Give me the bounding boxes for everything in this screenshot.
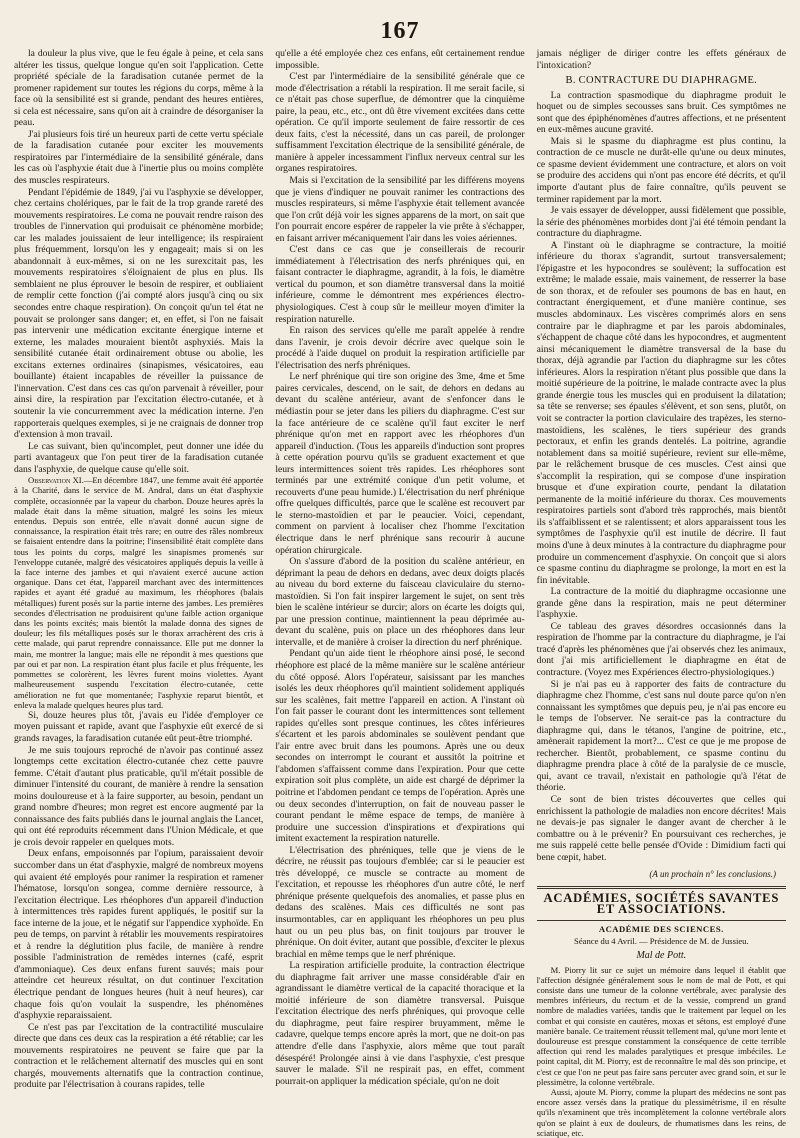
paragraph: Si je n'ai pas eu à rapporter des faits de contracture du diaphragme chez l'homme, c'est sans nul doute parce qu'on n'en connaissant les symptômes que depuis peu, je n'ai pas encore eu le temps de l'observer. Ne serait-ce pas la contracture du diaphragme qui, dans le tétanos, l'angine de poitrine, etc., amènerait rapidement la mort?... C'est ce que je me propose de rechercher. Bientôt, probablement, ce spasme continu du diaphragme prendra place à côté de la paralysie de ce muscle, qui, avant ce travail, n'existait en pathologie qu'à l'état de théorie. [536, 678, 786, 794]
page-number: 167 [380, 18, 420, 44]
continuation-note: (A un prochain n° les conclusions.) [649, 869, 776, 880]
paragraph: Si, douze heures plus tôt, j'avais eu l'idée d'employer ce moyen puissant et rapide, avant que l'asphyxie eût exercé de si grands ravages, la faradisation cutanée eût peut-être triomphé. [14, 709, 264, 744]
section-heading: B. CONTRACTURE DU DIAPHRAGME. [565, 75, 758, 87]
paragraph: C'est par l'intermédiaire de la sensibilité générale que ce mode d'électrisation a rétabli la respiration. Il me serait facile, si ce n'était pas chose superflue, de démontrer que la cinquième paire, la peau, etc., etc., ont dû être vivement excitées dans cette opération. Ce qu'il importe seulement de faire ressortir de ces deux faits, c'est la nécessité, dans un cas pareil, de prolonger suffisamment l'excitation électrique de la sensibilité générale, de manière à appeler incessamment l'influx nerveux central sur les organes respiratoires. [275, 71, 525, 175]
paragraph: jamais négliger de diriger contre les effets généraux de l'intoxication? [536, 48, 786, 71]
paragraph: Pendant qu'un aide tient le rhéophore ainsi posé, le second rhéophore est placé de la même manière sur le scalène antérieur du côté opposé. Alors l'opérateur, saisissant par les manches isolés les deux rhéophores qu'il maintient solidement appliqués sur les scalènes, fait mettre l'appareil en action. A l'instant où l'on fait passer le courant dont les intermittences sont tellement rapides qu'elles sont presque continues, les côtes inférieures s'écartent et les parois abdominales se soulèvent pendant que l'air entre avec bruit dans les poumons. Après une ou deux secondes on interrompt le courant et aussitôt la poitrine et l'abdomen s'affaissent comme dans l'expiration. Pour que cette expiration soit plus complète, un aide est chargé de déprimer la poitrine et l'abdomen pendant ce temps de l'opération. Après une ou deux secondes d'interruption, on fait de nouveau passer le courant pendant le même espace de temps, de manière à produire une succession d'inspirations et d'expirations qui imitent exactement la respiration naturelle. [275, 648, 525, 845]
paragraph: Ce sont de bien tristes découvertes que celles qui enrichissent la pathologie de maladies non encore décrites! Mais ne devais-je pas signaler le danger avant de chercher à le combattre ou à le prévenir? En poursuivant ces recherches, je me suis rappelé cette belle pensée d'Ovide : Dimidium facti qui bene cœpit, habet. [536, 794, 786, 863]
column-middle [275, 48, 524, 1096]
column-left [14, 48, 263, 1096]
paragraph: L'électrisation des phréniques, telle que je viens de le décrire, ne réussit pas toujours d'emblée; car si le peaucier est très développé, ce muscle se contracte au moment de l'excitation, et repousse les rhéophores d'un autre côté, le nerf phrénique présente quelquefois des anomalies, et passe plus en dedans des scalènes. Mais ces difficultés ne sont pas insurmontables, car en appliquant les rhéophores un peu plus haut ou un peu plus bas, on finit toujours par trouver le phrénique. On doit éviter, autant que possible, d'exciter le plexus brachial en même temps que le nerf phrénique. [275, 844, 525, 960]
section-title: ACADÉMIES, SOCIÉTÉS SAVANTES ET ASSOCIATIONS. [543, 890, 780, 917]
paragraph: Ce tableau des graves désordres occasionnés dans la respiration de l'homme par la contracture du diaphragme, je l'ai tracé d'après les phénomènes que j'ai observés chez les animaux, dont j'ai mis artificiellement le diaphragme en état de contracture. (Voyez mes Expériences électro-physiologiques.) [536, 620, 786, 678]
topic-title: Mal de Pott. [636, 950, 687, 962]
title-underline [537, 920, 786, 921]
subsection-title: ACADÉMIE DES SCIENCES. [598, 923, 724, 934]
paragraph: qu'elle a été employée chez ces enfans, eût certainement rendue impossible. [275, 48, 525, 71]
paragraph: Le nerf phrénique qui tire son origine des 3me, 4me et 5me paires cervicales, descend, on le sait, de dehors en dedans au devant du scalène antérieur, avant de s'enfoncer dans le médiastin pour se jeter dans les piliers du diaphragme. C'est sur la face antérieure de ce scalène qu'il faut exciter le nerf phrénique qu'on met en rapport avec les rhéophores d'un appareil d'induction. (Tous les appareils d'induction sont propres à cette opération pourvu qu'ils se graduent exactement et que leurs intermittences soient très rapides. Les rhéophores sont terminés par une extrémité conique d'un petit volume, et recouverts d'une peau humide.) L'électrisation du nerf phrénique offre quelques difficultés, parce que le scalène est recouvert par le sterno-mastoïdien et par le peaucier. Voici, cependant, comment on parvient à localiser chez l'homme l'excitation électrique dans le nerf phrénique sans recourir à aucune opération chirurgicale. [275, 371, 525, 556]
paragraph: C'est dans ce cas que je conseillerais de recourir immédiatement à l'électrisation des nerfs phréniques qui, en faisant contracter le diaphragme, agrandit, à la fois, le diamètre vertical du poumon, et son diamètre transversal dans la moitié inférieure, comme le démontrent mes expériences électro-physiologiques. C'est à coup sûr le meilleur moyen d'imiter la respiration naturelle. [275, 244, 525, 325]
paragraph: Mais si l'excitation de la sensibilité par les différens moyens que je viens d'indiquer ne pouvait ranimer les contractions des muscles respirateurs, si même l'asphyxie était tellement avancée que l'on crût déjà voir les signes apparens de la mort, on sait que l'on pourrait encore espérer de rappeler la vie prête à s'échapper, en faisant arriver mécaniquement l'air dans les voies aériennes. [275, 175, 525, 244]
paragraph: M. Piorry lit sur ce sujet un mémoire dans lequel il établit que l'affection désignée généralement sous le nom de mal de Pott, et qui consiste dans une tumeur de la colonne vertébrale, avec paralysie des membres inférieurs, du rectum et de la vessie, comprend un grand nombre de maladies variées, tandis que le traitement par lequel on les combat et qui consiste en cautères, moxas et sétons, est employé d'une manière banale. Ce traitement réussit tellement mal, qu'une mort lente et douloureuse est presque constamment la conséquence de cette terrible affection qui rend les malades paralytiques et presque imbéciles. Le point capital, dit M. Piorry, est de reconnaître le mal dès son principe, et c'est ce que l'on ne peut pas faire sans percuter avec grand soin, et sur le plessimètre, la colonne vertébrale. [536, 964, 786, 1087]
paragraph: Pendant l'épidémie de 1849, j'ai vu l'asphyxie se développer, chez certains cholériques, par le fait de la trop grande rareté des mouvements respiratoires. Le coma ne pouvait rendre raison des troubles de l'innervation qui produisait ce phénomène morbide; car les malades jouissaient de leur intelligence; ils respiraient plus fréquemment, lorsqu'on les y engageait; mais si on les abandonnait à eux-mêmes, si on ne les surexcitait pas, les mouvements respiratoires s'éloignaient de plus en plus. Ils semblaient ne plus éprouver le besoin de respirer, et oubliaient de remplir cette fonction (j'ai compté alors jusqu'à cinq ou six secondes entre chaque respiration). On conçoit qu'un tel état ne pouvait se prolonger sans danger; et, en effet, si l'on ne faisait pas intervenir une médication excitante énergique interne et externe, les malades mouraient bientôt asphyxiés. Mais la sensibilité cutanée était ordinairement obtuse ou abolie, les excitans externes ordinaires (sinapismes, vésicatoires, eau bouillante) étaient incapables de réveiller la puissance de l'innervation. C'est dans ces cas qu'on parvenait à réveiller, pour ainsi dire, la respiration par l'excitation électro-cutanée, et à soutenir la vie concurremment avec la médication interne. J'en rapporterais quelques exemples, si je ne craignais de donner trop d'extension à mon travail. [14, 186, 264, 441]
paragraph: la douleur la plus vive, que le feu égale à peine, et cela sans altérer les tissus, quelque longue qu'en soit l'application. Cette propriété spéciale de la faradisation cutanée permet de la promener rapidement sur toutes les régions du corps, même à la face où la sensibilité est si grande, pendant des heures entières, si cela est nécessaire, sans qu'on ait à craindre de désorganiser la peau. [14, 48, 264, 129]
session-line: Séance du 4 Avril. — Présidence de M. de Jussieu. [574, 936, 749, 947]
observation-paragraph [14, 475, 263, 710]
paragraph: La respiration artificielle produite, la contraction électrique du diaphragme fait arriver une masse considérable d'air en agrandissant le diamètre vertical de la capacité thoracique et la moitié inférieure de son diamètre transversal. Puisque l'excitation électrique des nerfs phréniques, qui provoque celle du diaphragme, peut faire respirer bruyamment, même le cadavre, quelque temps encore après la mort, que ne doit-on pas attendre d'elle dans l'asphyxie, alors même que tout paraît désespéré! Prolongée ainsi à vie dans l'asphyxie, c'est presque sauver le malade. S'il ne respirait pas, en effet, comment pourrait-on appliquer la médication spéciale, qu'on ne doit [275, 960, 525, 1087]
observation-label: Observation XI. [28, 475, 84, 486]
paragraph: En raison des services qu'elle me paraît appelée à rendre dans l'avenir, je crois devoir décrire avec quelque soin le procédé à l'aide duquel on produit la respiration artificielle par l'électrisation des nerfs phréniques. [275, 325, 525, 371]
paragraph: La contraction spasmodique du diaphragme produit le hoquet ou de simples secousses sans bruit. Ces symptômes ne sont que des épiphénomènes d'autres affections, et ne présentent en eux-mêmes aucune gravité. [536, 89, 786, 136]
paragraph: Le cas suivant, bien qu'incomplet, peut donner une idée du parti avantageux que l'on peut tirer de la faradisation cutanée dans l'asphyxie, de quelque cause qu'elle soit. [14, 440, 264, 475]
paragraph: Mais si le spasme du diaphragme est plus continu, la contraction de ce muscle ne durât-elle qu'une ou deux minutes, ce spasme devient évidemment une contracture, et alors on voit se produire des accidens qui n'ont pas encore été décrits, et qu'il importe d'autant plus de faire connaître, qu'ils peuvent se terminer rapidement par la mort. [536, 135, 786, 205]
paragraph: La contracture de la moitié du diaphragme occasionne une grande gêne dans la respiration, mais ne peut déterminer l'asphyxie. [536, 586, 786, 621]
observation-text: —En décembre 1847, une femme avait été apportée à la Charité, dans le service de M. Andral, dans un état d'asphyxie complète, occasionnée par la vapeur du charbon. Douze heures après la malade était dans la même situation, malgré les soins les mieux entendus. Depuis son entrée, elle n'avait donné aucun signe de connaissance, la respiration était très rare; en outre des râles nombreux se faisaient entendre dans la poitrine; l'insensibilité était complète dans tous les points du corps, malgré les sinapismes promenés sur l'enveloppe cutanée, malgré des vésicatoires appliqués depuis la veille à la face interne des jambes et qui n'avaient exercé aucune action organique. Dans cet état, l'appareil marchant avec des intermittences rapides et ayant été gradué au maximum, les rhéophores (balais métalliques) furent posés sur la partie interne des jambes. Les premières secondes d'électrisation ne produisirent qu'une faible action organique dans les points excités; mais bientôt la malade donna des signes de douleur; les fils métalliques posés sur le thorax arrachèrent des cris à cette malade, qui parut reprendre connaissance. Elle put me donner la main, me montrer la langue; mais elle ne répondit à mes questions que par oui et par non. La respiration étant plus facile et plus fréquente, les pommettes se colorèrent, les lèvres furent moins violettes. Ayant malheureusement suspendu l'excitation électro-cutanée, cette amélioration ne fut que momentanée; l'asphyxie reparut bientôt, et enleva la malade quelques heures plus tard. [14, 475, 264, 710]
section-divider [537, 886, 786, 889]
text-columns [14, 48, 786, 1138]
paragraph: Aussi, ajoute M. Piorry, comme la plupart des médecins ne sont pas encore assez versés dans la pratique du plessimétrisme, il en résulte qu'ils n'examinent que très incomplètement la colonne vertébrale alors qu'on se plaint à eux de douleurs, de rhumatismes dans les reins, de sciatique, etc. [536, 1087, 786, 1138]
paragraph: Ce n'est pas par l'excitation de la contractilité musculaire directe que dans ces deux cas la respiration a été rétablie; car les mouvements respiratoires ne peuvent se faire que par la contraction et le relâchement alternatif des muscles qui en sont chargés, mouvements alternatifs que la contraction continue, produite par l'électrisation à courans rapides, telle [14, 1021, 264, 1091]
paragraph: Je me suis toujours reproché de n'avoir pas continué assez longtemps cette excitation électro-cutanée chez cette pauvre femme. C'était d'autant plus praticable, qu'il m'était possible de diminuer l'intensité du courant, de manière à rendre la sensation moins douloureuse et à la faire supporter, au besoin, pendant un grand nombre d'heures; mon regret est encore augmenté par la connaissance des faits publiés dans le journal anglais the Lancet, qui ont été reproduits récemment dans l'Union Médicale, et que je crois devoir rappeler en quelques mots. [14, 744, 264, 848]
column-right [536, 48, 786, 1138]
paragraph: A l'instant où le diaphragme se contracture, la moitié inférieure du thorax s'agrandit, surtout transversalement; l'épigastre et les hypocondres se soulèvent; la suffocation est extrême; le malade essaie, mais vainement, de resserrer la base de son thorax, et de refouler ses poumons de bas en haut, en contractant énergiquement, et d'une manière continue, ses muscles abdominaux. Les viscères comprimés alors en sens contraire par le diaphragme et par les parois abdominales, s'échappent de chaque côté dans les hypocondres, et augmentent ainsi mécaniquement le diamètre transversal de la base du thorax, déjà agrandie par l'action du diaphragme sur les côtes inférieures. Alors la respiration n'étant plus possible que dans la moitié supérieure de la poitrine, le malade contracte avec la plus grande énergie tous les muscles qui en produisent la dilatation; sa tête se renverse; ses épaules s'élèvent, et son sens, plutôt, on voit se contracter la portion claviculaire des trapèzes, les sterno-mastoïdiens, les scalènes, le tiers supérieur des grands pectoraux, et enfin les grands dentelés. La poitrine, agrandie notablement dans sa moitié supérieure, revient sur elle-même, par le relâchement brusque de ces muscles. C'est ainsi que s'accomplit la respiration, qui se compose d'une inspiration brusque et d'une expiration courte, pendant la dilatation permanente de la moitié inférieure du thorax. Ces mouvements respiratoires partiels sont d'abord très rapprochés, mais bientôt ils s'affaiblissent et se ralentissent; et alors apparaissent tous les symptômes de l'asphyxie qu'il est inutile de décrire. Il faut moins d'une à deux minutes à la contracture du diaphragme pour produire un commencement d'asphyxie. On conçoit que si alors ce spasme continu du diaphragme se prolonge, la mort en est la fin inévitable. [536, 239, 786, 586]
paragraph: On s'assure d'abord de la position du scalène antérieur, en déprimant la peau de dehors en dedans, avec deux doigts placés au niveau du bord externe du faisceau claviculaire du sterno-mastoïdien. Si l'on fait inspirer largement le sujet, on sent très bien le scalène intérieur se durcir; alors on écarte les doigts qui, par une pression continue, maintiennent la peau déprimée au-devant du scalène, puis on place un des rhéophores dans leur intervalle, et de manière à croiser la direction du nerf phrénique. [275, 556, 525, 648]
paragraph: J'ai plusieurs fois tiré un heureux parti de cette vertu spéciale de la faradisation cutanée pour exciter les mouvements respiratoires par l'intermédiaire de la sensibilité générale, dans les cas où l'asphyxie était due à l'inertie plus ou moins complète des muscles respirateurs. [14, 128, 264, 187]
paragraph: Je vais essayer de développer, aussi fidèlement que possible, la série des phénomènes morbides dont j'ai été témoin pendant la contracture du diaphragme. [536, 205, 786, 240]
paragraph: Deux enfans, empoisonnés par l'opium, paraissaient devoir succomber dans un état d'asphyxie, malgré de nombreux moyens qui avaient été employés pour ranimer la respiration et ramener l'hématose, lorsqu'on songea, comme dernière ressource, à l'excitation électrique. Les rhéophores d'un appareil d'induction à intermittences très rapides furent appliqués, le positif sur la face interne de la joue, et le négatif sur l'appendice xyphoïde. En peu de temps, on parvint à rétablir les mouvements respiratoires et à rendre la déglutition plus facile, de manière à rendre possible l'administration de remèdes internes (café, esprit d'ammoniaque). Ces deux enfans furent sauvés; mais pour atteindre cet heureux résultat, on dut continuer l'excitation électrique pendant de longues heures (huit à neuf heures), car chaque fois qu'on voulait la suspendre, les phénomènes d'asphyxie reparaissaient. [14, 848, 264, 1022]
